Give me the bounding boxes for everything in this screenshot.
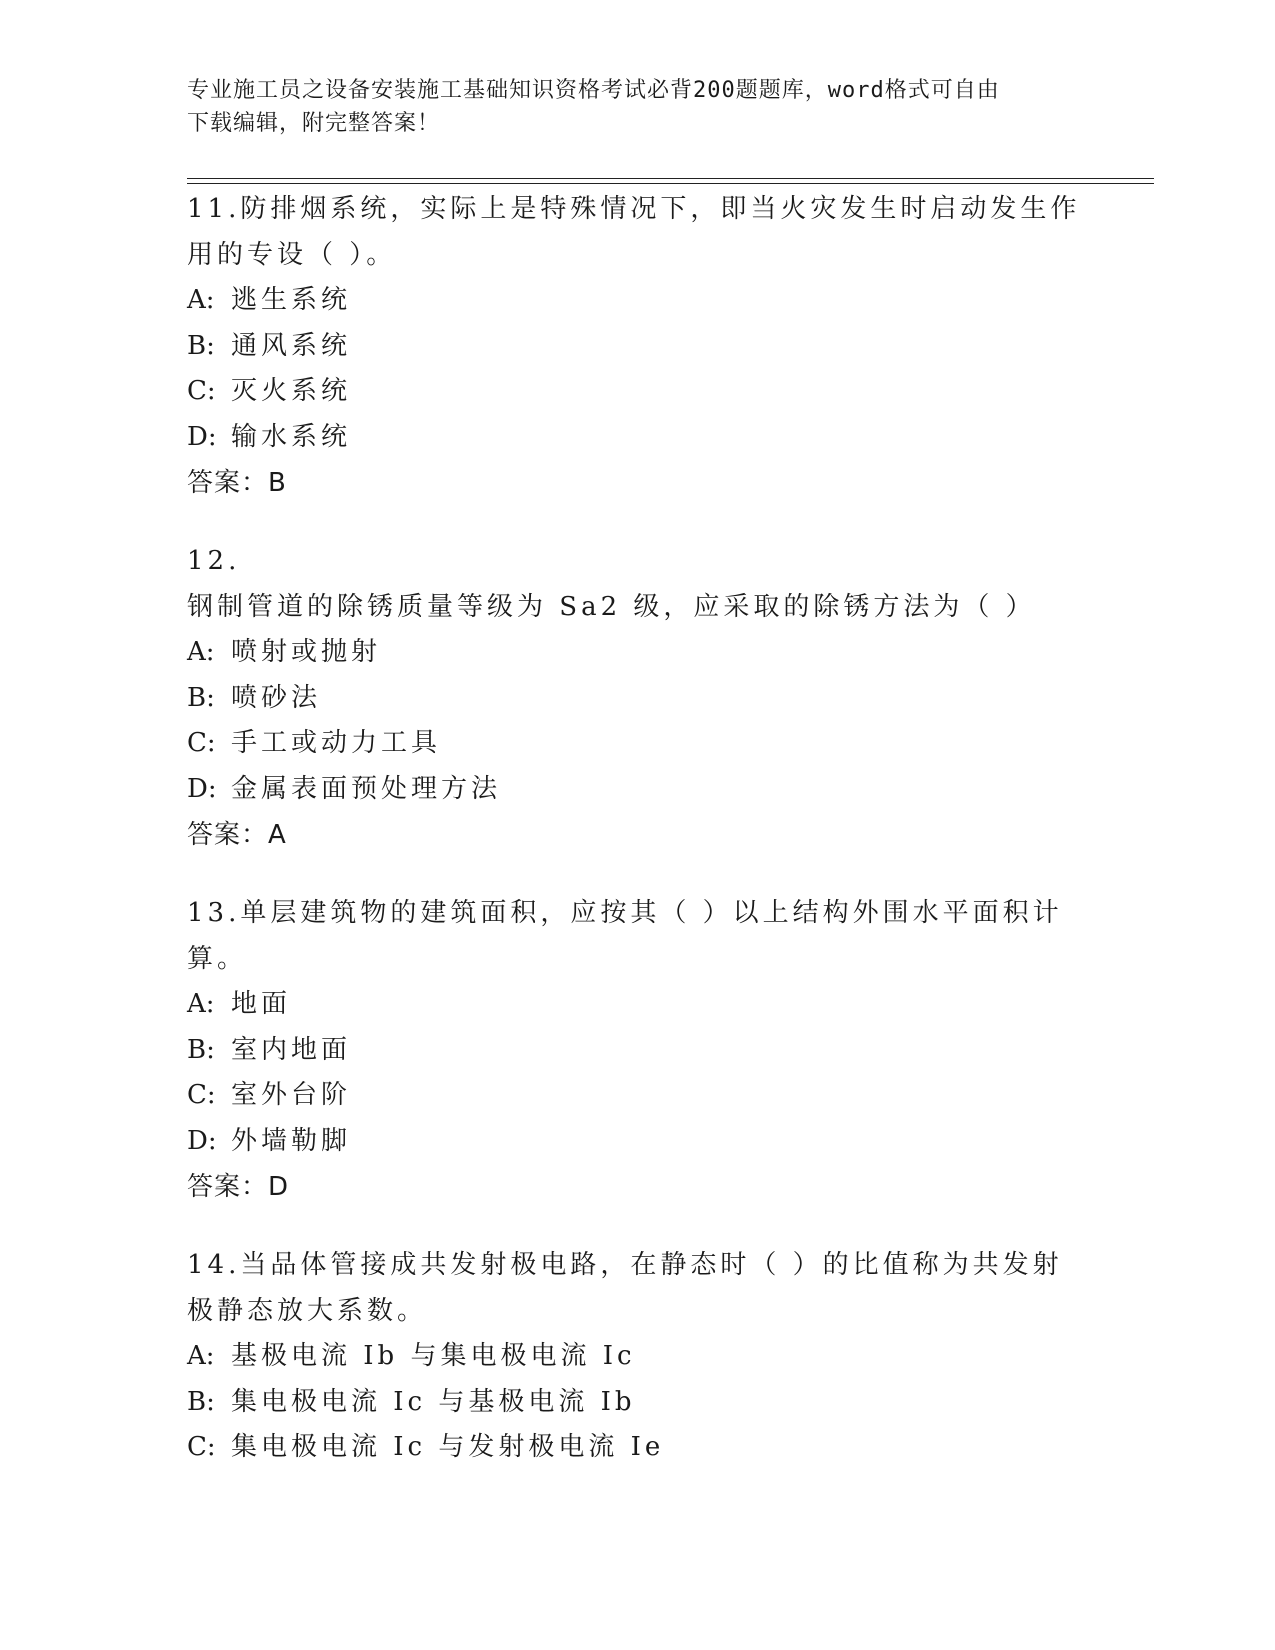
question-text (187, 1242, 1087, 1334)
option-letter: B: (187, 1386, 215, 1417)
document-header (187, 74, 1067, 140)
answer-line: 答案：D (187, 1172, 290, 1202)
answer-line: 答案：B (187, 468, 287, 498)
option-a (187, 1334, 1087, 1380)
header-divider-bottom (187, 183, 1154, 184)
option-a (187, 278, 1087, 324)
option-letter: A: (187, 285, 215, 315)
question-text (187, 538, 1087, 630)
option-text: 通风系统 (231, 330, 352, 361)
header-line-2: 下载编辑，附完整答案！ (187, 111, 441, 136)
question-text (187, 890, 1087, 982)
question-stem: 当品体管接成共发射极电路，在静态时（ ）的比值称为共发射极静态放大系数。 (187, 1250, 1063, 1326)
option-c (187, 1425, 1087, 1471)
option-c (187, 369, 1087, 415)
option-text: 金属表面预处理方法 (231, 773, 502, 804)
option-text: 集电极电流 Ic 与基极电流 Ib (231, 1386, 636, 1417)
option-a (187, 630, 1087, 676)
question-number: 12. (187, 546, 241, 576)
question-14 (187, 1242, 1087, 1471)
option-text: 灭火系统 (231, 376, 352, 406)
header-divider-top (187, 178, 1154, 179)
option-letter: D: (187, 773, 217, 804)
option-d (187, 1119, 1087, 1165)
option-text: 喷射或抛射 (231, 637, 382, 667)
header-line-1: 专业施工员之设备安装施工基础知识资格考试必背200题题库，word格式可自由 (187, 78, 1000, 103)
option-letter: C: (187, 376, 216, 406)
option-d (187, 415, 1087, 461)
option-letter: A: (187, 637, 215, 667)
option-letter: C: (187, 1080, 216, 1110)
question-number: 13. (187, 898, 241, 928)
question-number: 11. (187, 194, 241, 224)
option-text: 外墙勒脚 (231, 1125, 352, 1156)
option-b (187, 1028, 1087, 1074)
answer-line: 答案：A (187, 820, 287, 850)
option-c (187, 721, 1087, 767)
option-letter: D: (187, 1125, 217, 1156)
question-11 (187, 186, 1087, 506)
option-letter: D: (187, 421, 217, 452)
option-letter: B: (187, 682, 215, 713)
option-text: 手工或动力工具 (231, 728, 442, 758)
question-number: 14. (187, 1250, 241, 1280)
question-stem: 单层建筑物的建筑面积，应按其（ ）以上结构外围水平面积计算。 (187, 898, 1063, 974)
option-b (187, 1380, 1087, 1426)
option-d (187, 767, 1087, 813)
option-text: 输水系统 (231, 421, 352, 452)
option-letter: A: (187, 1341, 215, 1371)
option-text: 基极电流 Ib 与集电极电流 Ic (231, 1341, 636, 1371)
option-letter: B: (187, 1034, 215, 1065)
option-text: 喷砂法 (231, 682, 322, 713)
option-b (187, 324, 1087, 370)
option-letter: A: (187, 989, 215, 1019)
question-12 (187, 538, 1087, 858)
option-text: 地面 (231, 989, 292, 1019)
option-c (187, 1073, 1087, 1119)
option-letter: C: (187, 1432, 216, 1462)
question-stem: 防排烟系统，实际上是特殊情况下，即当火灾发生时启动发生作用的专设（ ）。 (187, 194, 1081, 270)
option-text: 室外台阶 (231, 1080, 352, 1110)
option-letter: C: (187, 728, 216, 758)
option-text: 室内地面 (231, 1034, 352, 1065)
option-letter: B: (187, 330, 215, 361)
option-b (187, 676, 1087, 722)
question-13 (187, 890, 1087, 1210)
question-stem: 钢制管道的除锈质量等级为 Sa2 级，应采取的除锈方法为（ ） (187, 592, 1036, 622)
question-list (187, 186, 1087, 1503)
option-a (187, 982, 1087, 1028)
question-text (187, 186, 1087, 278)
option-text: 集电极电流 Ic 与发射极电流 Ie (231, 1432, 665, 1462)
option-text: 逃生系统 (231, 285, 352, 315)
